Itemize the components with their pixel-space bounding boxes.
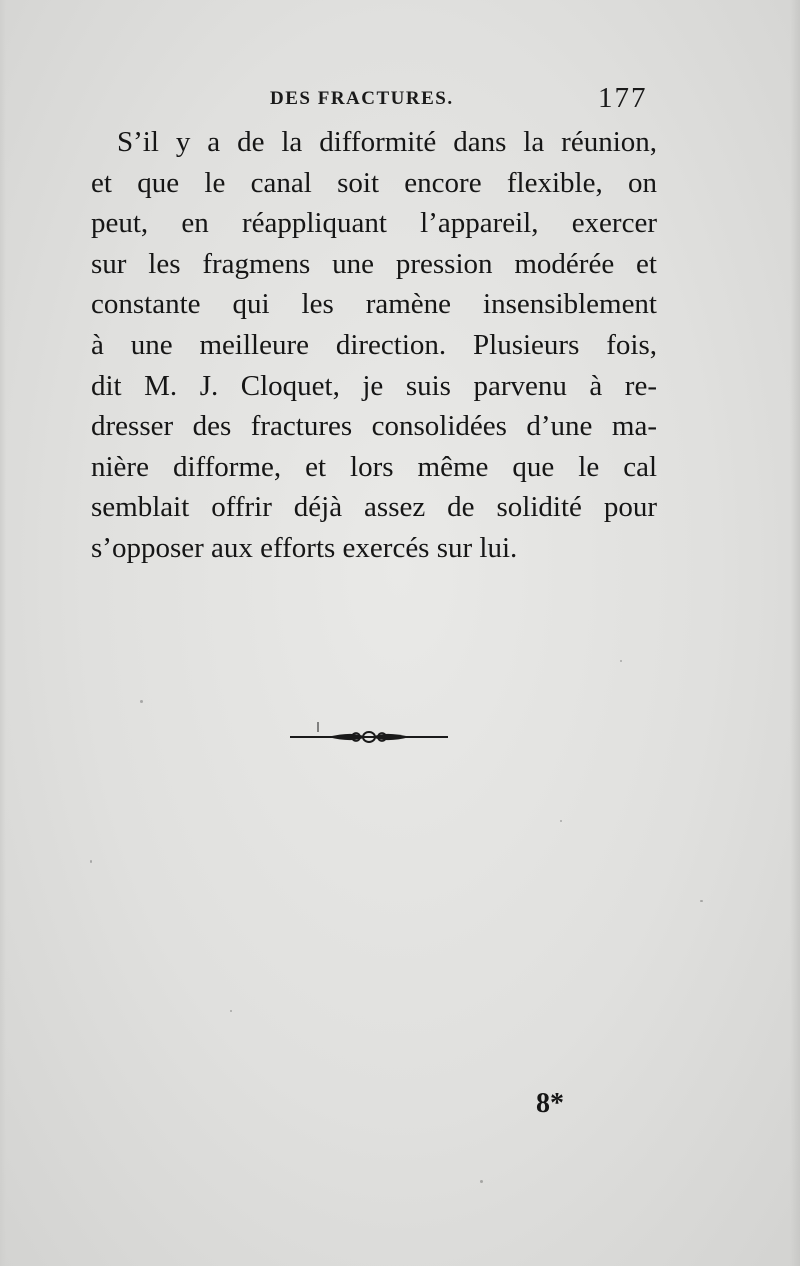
paper-speck [90, 860, 92, 863]
signature-mark: 8* [536, 1088, 564, 1119]
page-number: 177 [598, 82, 648, 114]
text-line: nière difforme, et lors même que le cal [91, 450, 657, 483]
paper-speck [560, 820, 562, 822]
running-title: DES FRACTURES. [270, 88, 454, 109]
text-line: sur les fragmens une pression modérée et [91, 247, 657, 280]
running-head [0, 82, 800, 122]
text-line: à une meilleure direction. Plusieurs fois, [91, 328, 657, 361]
tailpiece-ornament-icon [288, 722, 450, 752]
page-edge-right [790, 0, 800, 1266]
text-line: semblait offrir déjà assez de solidité pour [91, 491, 657, 524]
paper-speck [620, 660, 622, 662]
paper-speck [230, 1010, 232, 1012]
text-line: dit M. J. Cloquet, je suis parvenu à re- [91, 369, 657, 402]
page-edge-left [0, 0, 6, 1266]
text-line: dresser des fractures consolidées d’une ma- [91, 410, 657, 443]
text-line: S’il y a de la difformité dans la réunion, [117, 126, 657, 158]
paper-speck [140, 700, 143, 703]
text-line: et que le canal soit encore flexible, on [91, 166, 657, 199]
text-line: peut, en réappliquant l’appareil, exercer [91, 207, 657, 240]
paper-speck [480, 1180, 483, 1183]
body-paragraph [91, 122, 657, 569]
text-line: constante qui les ramène insensiblement [91, 288, 657, 321]
paper-speck [700, 900, 703, 902]
text-line: s’opposer aux efforts exercés sur lui. [91, 531, 518, 564]
